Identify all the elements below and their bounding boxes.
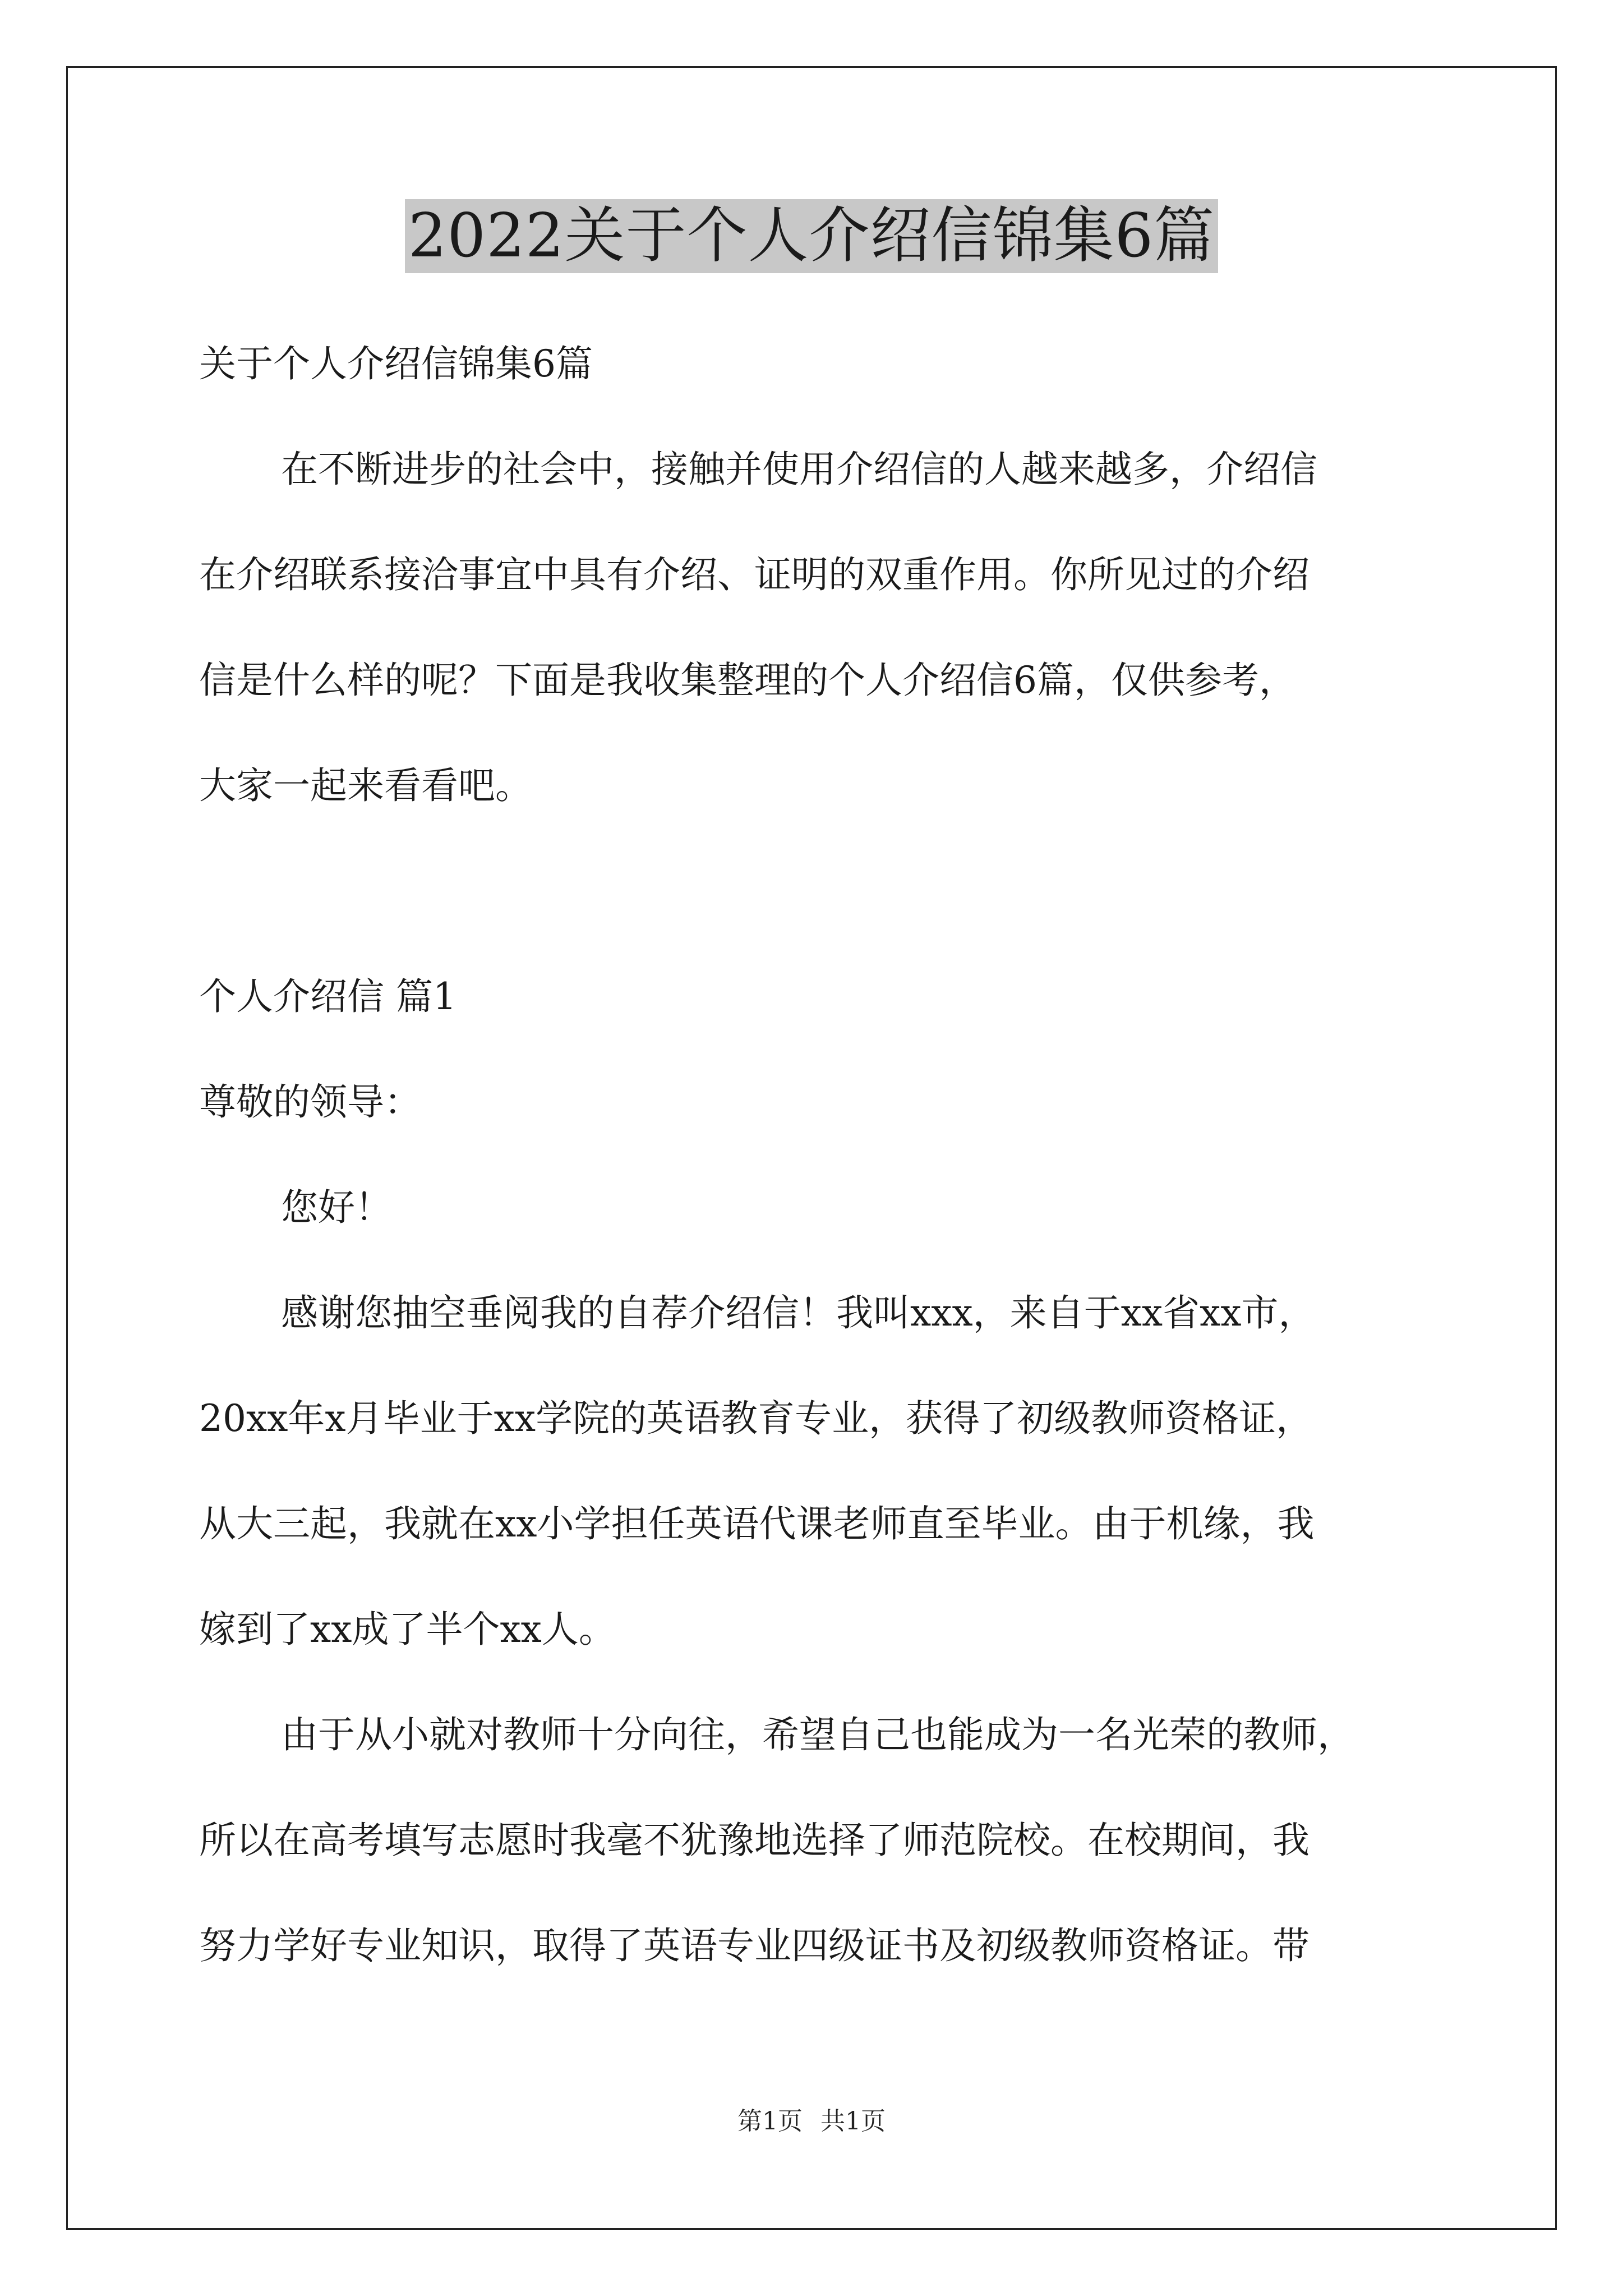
body-line-2: 20xx年x月毕业于xx学院的英语教育专业，获得了初级教师资格证， xyxy=(199,1397,1313,1440)
body-line-6: 所以在高考填写志愿时我毫不犹豫地选择了师范院校。在校期间，我 xyxy=(199,1819,1310,1862)
document-body xyxy=(199,311,1433,1999)
intro-line-1: 在不断进步的社会中，接触并使用介绍信的人越来越多，介绍信 xyxy=(281,448,1317,491)
greeting: 您好！ xyxy=(281,1186,392,1229)
page-number-current: 第1页 xyxy=(737,2107,803,2136)
body-line-5: 由于从小就对教师十分向往，希望自己也能成为一名光荣的教师， xyxy=(281,1713,1354,1756)
intro-line-2: 在介绍联系接洽事宜中具有介绍、证明的双重作用。你所见过的介绍 xyxy=(199,553,1310,596)
body-line-1: 感谢您抽空垂阅我的自荐介绍信！我叫xxx，来自于xx省xx市， xyxy=(281,1291,1316,1335)
title-container xyxy=(0,199,1623,273)
salutation: 尊敬的领导： xyxy=(199,1080,421,1124)
page-number-total: 共1页 xyxy=(820,2107,886,2136)
intro-line-4: 大家一起来看看吧。 xyxy=(199,764,532,807)
document-title: 2022关于个人介绍信锦集6篇 xyxy=(405,199,1219,273)
subtitle-line: 关于个人介绍信锦集6篇 xyxy=(199,342,593,385)
section-heading: 个人介绍信 篇1 xyxy=(199,975,457,1018)
intro-line-3: 信是什么样的呢？下面是我收集整理的个人介绍信6篇，仅供参考， xyxy=(199,659,1296,702)
body-line-7: 努力学好专业知识，取得了英语专业四级证书及初级教师资格证。带 xyxy=(199,1924,1310,1967)
body-line-3: 从大三起，我就在xx小学担任英语代课老师直至毕业。由于机缘，我 xyxy=(199,1502,1315,1545)
body-line-4: 嫁到了xx成了半个xx人。 xyxy=(199,1608,616,1651)
section-gap xyxy=(199,839,1433,944)
page-footer xyxy=(0,2105,1623,2138)
